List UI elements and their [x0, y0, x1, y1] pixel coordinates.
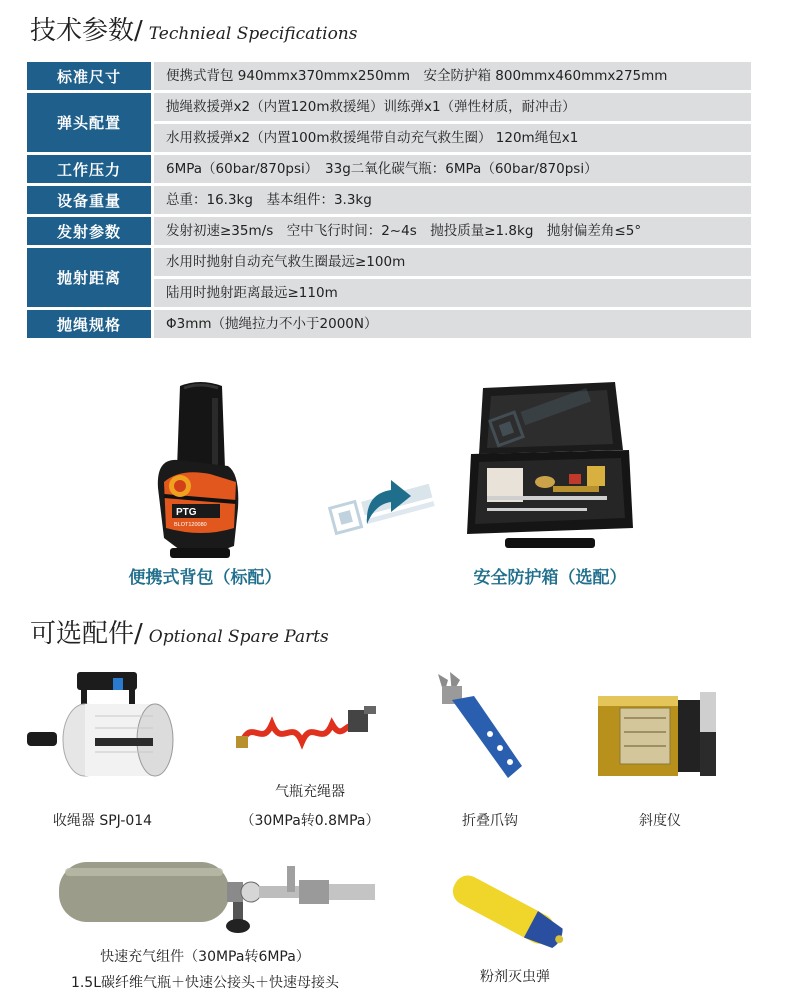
section-title-en: Optional Spare Parts [148, 627, 329, 647]
spec-value: 水用时抛射自动充气救生圈最远≥100m [154, 248, 751, 276]
spec-label: 设备重量 [27, 186, 151, 214]
title-slash: / [134, 619, 143, 649]
part-charger-label-2: （30MPa转0.8MPa） [240, 813, 380, 829]
title-slash: / [134, 16, 143, 46]
spec-value: 发射初速≥35m/s 空中飞行时间：2~4s 抛投质量≥1.8kg 抛射偏差角≤5° [154, 217, 751, 245]
spec-row [27, 155, 751, 183]
part-insect-label: 粉剂灭虫弹 [480, 969, 550, 985]
case-caption: 安全防护箱（选配） [473, 568, 627, 588]
spec-label: 发射参数 [27, 217, 151, 245]
spec-label: 工作压力 [27, 155, 151, 183]
spec-row [27, 310, 751, 338]
spec-value: 水用救援弹x2（内置100m救援绳带自动充气救生圈） 120m绳包x1 [154, 124, 751, 152]
section-title-zh: 可选配件 [30, 619, 135, 649]
spec-table [27, 62, 751, 341]
spec-value: 便携式背包 940mmx370mmx250mm 安全防护箱 800mmx460mmx275mm [154, 62, 751, 90]
spec-value: 总重：16.3kg 基本组件：3.3kg [154, 186, 751, 214]
bag-model-text: BLOT120080 [174, 522, 207, 528]
spec-label: 弹头配置 [27, 93, 151, 152]
part-reel-label: 收绳器 SPJ-014 [52, 813, 153, 829]
bag-logo-text: PTG [176, 507, 197, 518]
part-charger-label-1: 气瓶充绳器 [275, 784, 345, 800]
insecticide-shell-image [438, 875, 578, 950]
inclinometer-image [598, 688, 718, 780]
section-title-zh: 技术参数 [30, 16, 135, 46]
spec-label: 标准尺寸 [27, 62, 151, 90]
section-title-en: Technieal Specifications [148, 24, 358, 44]
backpack-caption: 便携式背包（标配） [128, 568, 282, 588]
spec-value: 陆用时抛射距离最远≥110m [154, 279, 751, 307]
section-title-specs [30, 10, 357, 47]
folding-hook-image [430, 670, 530, 788]
spec-label: 抛射距离 [27, 248, 151, 307]
part-fill-label-2: 1.5L碳纤维气瓶＋快速公接头＋快速母接头 [70, 975, 340, 991]
part-fill-label-1: 快速充气组件（30MPa转6MPa） [100, 949, 310, 965]
spec-row [27, 248, 751, 307]
quick-fill-kit-image [55, 852, 385, 942]
spec-value: 6MPa（60bar/870psi） 33g二氧化碳气瓶：6MPa（60bar/870psi） [154, 155, 751, 183]
section-title-parts [30, 613, 329, 650]
spec-value: 抛绳救援弹x2（内置120m救援绳）训练弹x1（弹性材质，耐冲击） [154, 93, 751, 121]
spec-row [27, 93, 751, 152]
backpack-image [150, 378, 250, 560]
rope-reel-image [25, 668, 175, 783]
spec-row [27, 62, 751, 90]
spec-label: 抛绳规格 [27, 310, 151, 338]
part-hook-label: 折叠爪钩 [462, 813, 518, 829]
spec-row [27, 186, 751, 214]
part-inclinometer-label: 斜度仪 [639, 813, 681, 829]
spec-value: Φ3mm（抛绳拉力不小于2000N） [154, 310, 751, 338]
spec-row [27, 217, 751, 245]
curved-arrow-icon [357, 472, 417, 532]
charger-hose-image [232, 698, 382, 758]
